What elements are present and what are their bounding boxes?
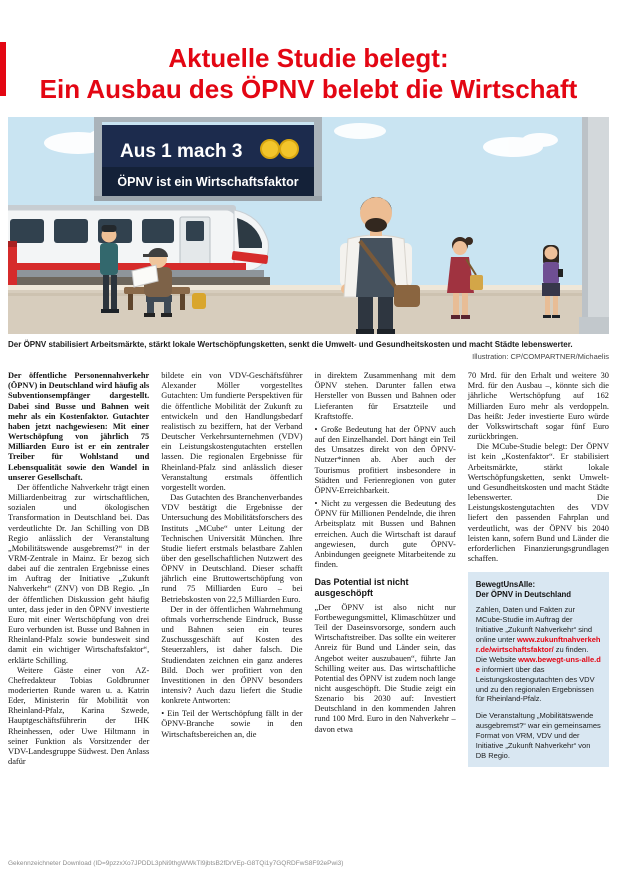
- article-column-4: [468, 371, 609, 767]
- article-paragraph: Der öffentliche Nahverkehr trägt einen Milliardenbeitrag zur wirtschaftlichen, sozialen und ökologischen Transformation in Deutschland bei. Das verdeutlichte Dr. Jan Schilling von DB Regio anlässlich der Veranstaltung „Mobilitätswende ausgebremst?“ in der VRM-Zentrale in Mainz. Er bezog sich dabei auf die zentralen Ergebnisse eines im Auftrag der Initiative „Zukunft Nahverkehr“ (ZNV) von DB Regio. „In der öffentlichen Diskussion geht häufig unter, dass jeder in den ÖPNV investierte Euro mit einer Wertschöpfung von drei Euro verbunden ist. Busse und Bahnen in Rheinland-Pfalz sowie bundesweit sind damit ein wichtiger Wirtschaftsfaktor“, erklärte Schilling.: [8, 482, 150, 665]
- article-column-2: [161, 371, 302, 740]
- article-paragraph: Weitere Gäste einer von AZ-Chefredakteur Tobias Goldbrunner moderierten Runde waren u. a. Katrin Eder, Ministerin für Mobilität von Rheinland-Pfalz, Karina Szwede, Hauptgeschäftsführerin der IHK Rheinhessen, oder Uwe Hiltmann in seiner Funktion als Vorsitzender der VDV-Landesgruppe Südwest. Den Anlass dafür: [8, 665, 150, 767]
- illustration-credit: Illustration: CP/COMPARTNER/Michaelis: [472, 352, 609, 362]
- article-paragraph: „Der ÖPNV ist also nicht nur Fortbewegungsmittel, Klimaschützer und Teil der Daseinsvorsorge, sondern auch Wirtschaftstreiber. Das sollte ein weiterer Anreiz für Bund und Länder sein, das Angebot weiter auszubauen“, führte Jan Schilling weiter aus. Das wirtschaftliche Potential des ÖPNV ist zudem noch lange nicht ausgeschöpft. Die Studie zeigt ein Szenario bis 2030 auf: Investiert Deutschland in den kommenden Jahren rund 100 Mrd. Euro in den Nahverkehr – davon etwa: [314, 602, 456, 734]
- sidebar-link[interactable]: www.zukunftnahverkehr.de/wirtschaftsfaktor/: [475, 635, 601, 654]
- section-subheading: Das Potential ist nicht ausgeschöpft: [314, 577, 409, 598]
- article-paragraph: 70 Mrd. für den Erhalt und weitere 30 Mrd. für den Ausbau –, könnte sich die jährliche Wertschöpfung auf 162 Milliarden Euro mehr als verdoppeln. Das heißt: Jeder investierte Euro würde der Volkswirtschaft sogar fünf Euro zurückbringen.: [467, 371, 609, 442]
- sidebar-link[interactable]: www.bewegt-uns-alle.de: [475, 654, 601, 674]
- footer-note: Gekennzeichneter Download (ID=9pzzxXo7JPDDL3pNi9thgWWkTl9jbtsB2fDrVEp-G8TQi1y7GQRDFwS8F92ePwi3): [8, 860, 344, 867]
- article-paragraph: Die MCube-Studie belegt: Der ÖPNV ist kein „Kostenfaktor“. Er stabilisiert Arbeitsmärkte, stärkt lokale Wertschöpfungsketten, senkt Umwelt- und Gesundheitskosten und macht Städte lebenswerter. Die Leistungskostengutachten des VDV liefert den passenden Fahrplan und verdeutlicht, was der ÖPNV bis 2040 leisten kann, sofern Bund und Länder die erforderlichen Finanzierungsgrundlagen schaffen.: [467, 442, 609, 563]
- article-paragraph: bildete ein von VDV-Geschäftsführer Alexander Möller vorgestelltes Gutachten: Um fundierte Perspektiven für die öffentliche Mobilität der Zukunft zu entwickeln und den Handlungsbedarf realistisch zu beziffern, hat der Verband Deutscher Verkehrsunternehmen (VDV) ein Leistungskostengutachten erstellen lassen. Die regionalen Ergebnisse für Rheinland-Pfalz sind anlässlich dieser Veranstaltung erstmals öffentlich vorgestellt worden.: [161, 371, 303, 492]
- article-paragraph: in direktem Zusammenhang mit dem ÖPNV stehen. Darunter fallen etwa Hersteller von Bussen und Bahnen oder Lieferanten für Ersatzteile und Kraftstoffe.: [314, 371, 456, 421]
- article-body: [8, 371, 609, 767]
- image-caption: Der ÖPNV stabilisiert Arbeitsmärkte, stärkt lokale Wertschöpfungsketten, senkt die Umwelt- und Gesundheitskosten und macht Städte lebenswerter.: [8, 340, 573, 350]
- station-pillar: [579, 117, 609, 334]
- departure-board: [94, 117, 322, 201]
- info-box-heading: BewegtUnsAlle: Der ÖPNV in Deutschland: [475, 580, 572, 600]
- station-illustration-svg: [8, 117, 609, 334]
- info-box: [468, 572, 609, 767]
- station-illustration: [8, 117, 609, 334]
- page-edge-mark: [0, 42, 6, 96]
- headline-line-1: Aktuelle Studie belegt:: [168, 43, 449, 73]
- platform: [8, 285, 609, 334]
- article-column-1: [8, 371, 149, 767]
- article-paragraph: • Nicht zu vergessen die Bedeutung des ÖPNV für Millionen Pendelnde, die ihren Arbeitsplatz mit Bussen und Bahnen erreichen. Auch die Wirtschaft ist darauf angewiesen, durch gute ÖPNV-Anbindungen geeignete Mitarbeitende zu finden.: [314, 499, 456, 569]
- board-text-line-1: Aus 1 mach 3: [120, 141, 243, 163]
- yellow-bag: [192, 293, 206, 309]
- article-paragraph: Das Gutachten des Branchenverbandes VDV bestätigt die Ergebnisse der Untersuchung des Mobilitätsforschers des Instituts „MCube“ unter Leitung der Technischen Universität München. Ihre Studie liefert erstmals belastbare Zahlen über den gesellschaftlichen Nutzwert des ÖPNV in Deutschland. Dieser schafft jährlich eine Bruttowertschöpfung von rund 75 Milliarden Euro – bei Betriebskosten von 22,5 Milliarden Euro.: [161, 493, 303, 604]
- info-box-paragraph: Die Veranstaltung „Mobilitätswende ausgebremst?“ war ein gemeinsames Format von VRM, VDV und der Initiative „Zukunft Nahverkehr“ von DB Regio.: [475, 711, 601, 760]
- cloud: [334, 123, 386, 139]
- article-paragraph: • Große Bedeutung hat der ÖPNV auch auf den Einzelhandel. Dort hängt ein Teil des Umsatzes direkt von den ÖPNV-Nutzer*innen ab. Aber auch der Tourismus profitiert insbesondere in Städten und Ferienregionen von guter ÖPNV-Erreichbarkeit.: [314, 424, 456, 495]
- article-column-3: [315, 371, 456, 735]
- article-paragraph: • Ein Teil der Wertschöpfung fällt in der ÖPNV-Branche sowie in den Wirtschaftsbereichen an, die: [161, 709, 303, 739]
- article-paragraph: Der in der öffentlichen Wahrnehmung oftmals vorherrschende Eindruck, Busse und Bahnen seien ein teures Zuschussgeschäft auf Kosten des Steuerzahlers, ist daher falsch. Die Studiendaten zeichnen ein ganz anderes Bild. Doch wer profitiert von den Investitionen in den ÖPNV besonders intensiv? Auch dazu liefert die Studie konkrete Antworten:: [161, 604, 303, 706]
- article-paragraph: Der öffentliche Personennahverkehr (ÖPNV) in Deutschland wird häufig als Subventionsempfänger dargestellt. Dabei sind Busse und Bahnen weit mehr als ein Kostenfaktor. Gutachter haben jetzt nachgewiesen: Mit einer Wertschöpfung von jährlich 75 Milliarden Euro ist er ein zentraler Treiber für Wohlstand und Lebensqualität sowie den Wandel in unserer Gesellschaft.: [8, 371, 150, 482]
- info-box-paragraph: Zahlen, Daten und Fakten zur MCube-Studie im Auftrag der Initiative „Zukunft Nahverkehr“ sind online unter www.zukunftnahverkehr.de/wirtschaftsfaktor/ zu finden. Die Website www.bewegt-uns-alle.de informiert über das Leistungskostengutachten des VDV und zu den regionalen Ergebnissen für Rheinland-Pfalz.: [475, 605, 601, 704]
- board-text-line-2: ÖPNV ist ein Wirtschaftsfaktor: [117, 175, 299, 190]
- headline-line-2: Ein Ausbau des ÖPNV belebt die Wirtschaft: [39, 74, 578, 105]
